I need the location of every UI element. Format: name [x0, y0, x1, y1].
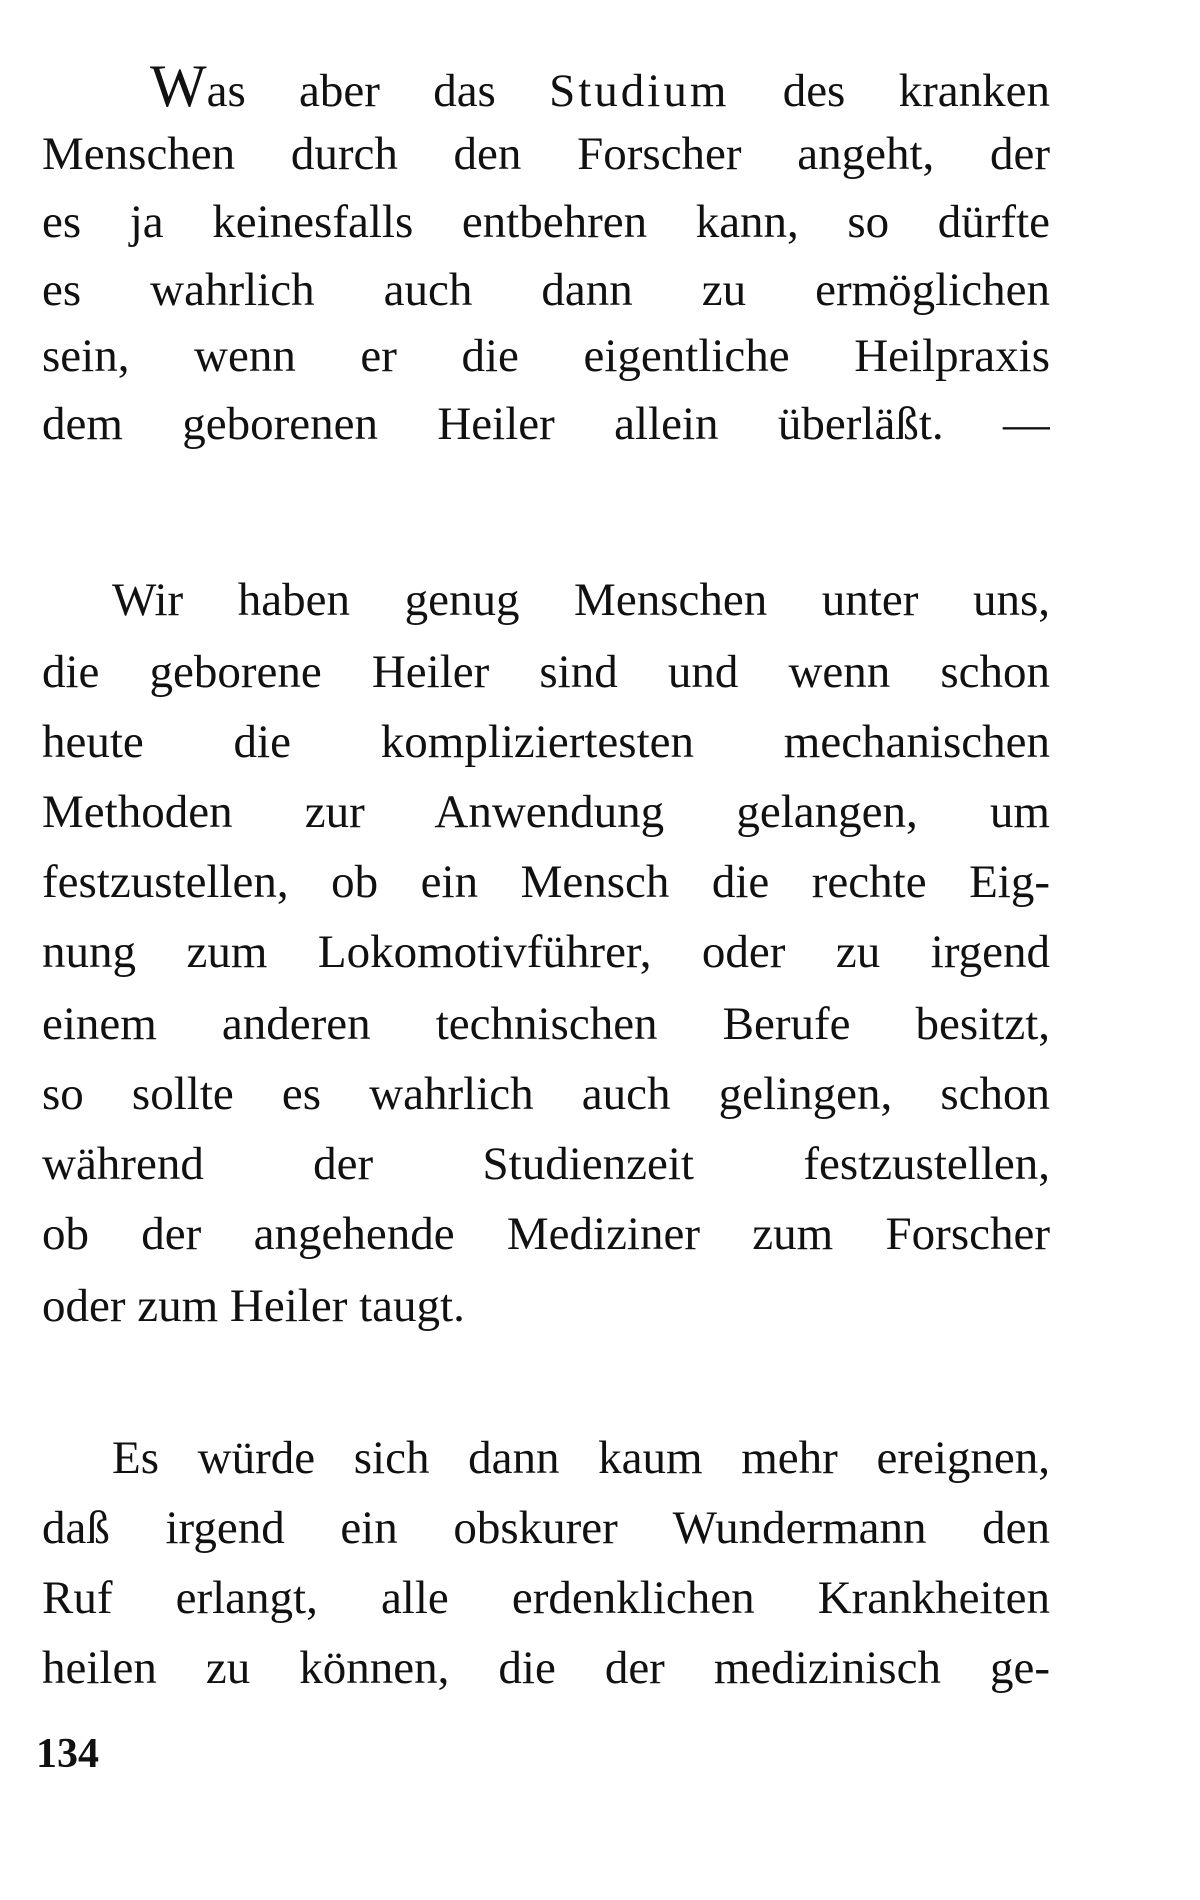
text-line: daß irgend ein obskurer Wundermann den — [42, 1502, 1050, 1554]
text-line: heute die kompliziertesten mechanischen — [42, 716, 1050, 768]
text-line: nung zum Lokomotivführer, oder zu irgend — [42, 926, 1050, 978]
text-line: die geborene Heiler sind und wenn schon — [42, 646, 1050, 698]
text-line: ob der angehende Mediziner zum Forscher — [42, 1208, 1050, 1260]
text-line: Ruf erlangt, alle erdenklichen Krankheiten — [42, 1572, 1050, 1624]
text-line: Menschen durch den Forscher angeht, der — [42, 128, 1050, 180]
text-line: dem geborenen Heiler allein überläßt. — — [42, 398, 1050, 450]
text-line: so sollte es wahrlich auch gelingen, schon — [42, 1068, 1050, 1120]
text-line: es ja keinesfalls entbehren kann, so dürfte — [42, 196, 1050, 248]
page-number: 134 — [36, 1731, 99, 1777]
text-line: sein, wenn er die eigentliche Heilpraxis — [42, 330, 1050, 382]
text-line: es wahrlich auch dann zu ermöglichen — [42, 264, 1050, 316]
text-line: Was aber das Studium des kranken — [150, 56, 1050, 116]
drop-initial: W — [150, 56, 207, 116]
text-line: festzustellen, ob ein Mensch die rechte Eig- — [42, 856, 1050, 908]
text-line: während der Studienzeit festzustellen, — [42, 1138, 1050, 1190]
text-line: einem anderen technischen Berufe besitzt, — [42, 998, 1050, 1050]
text-line: Methoden zur Anwendung gelangen, um — [42, 786, 1050, 838]
text-line: Wir haben genug Menschen unter uns, — [112, 574, 1050, 626]
text-line: Es würde sich dann kaum mehr ereignen, — [112, 1432, 1050, 1484]
text-line: oder zum Heiler taugt. — [42, 1280, 465, 1332]
text-line: heilen zu können, die der medizinisch ge- — [42, 1642, 1050, 1694]
